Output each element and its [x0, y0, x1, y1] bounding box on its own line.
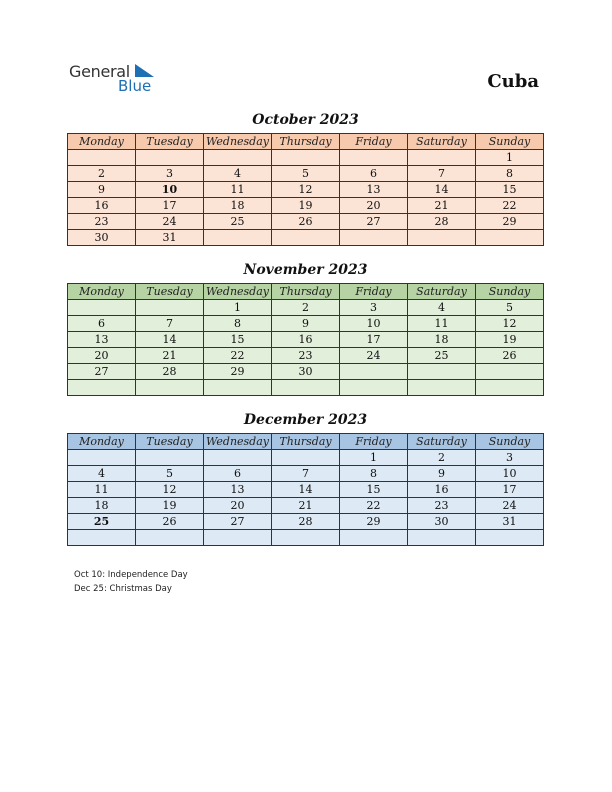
day-cell: 8: [340, 466, 408, 482]
day-cell: 19: [272, 198, 340, 214]
brand-line-2: Blue: [118, 77, 152, 95]
weekday-header-row: [68, 434, 544, 450]
day-cell: 4: [68, 466, 136, 482]
day-cell: 6: [340, 166, 408, 182]
day-cell: 20: [68, 348, 136, 364]
day-cell: [68, 380, 136, 396]
day-cell: 23: [408, 498, 476, 514]
day-cell: 11: [68, 482, 136, 498]
weekday-header: Friday: [340, 134, 408, 150]
country-title: Cuba: [487, 71, 539, 92]
day-cell: 12: [476, 316, 544, 332]
day-cell: 28: [272, 514, 340, 530]
day-cell: [272, 380, 340, 396]
week-row: [68, 214, 544, 230]
day-cell: [68, 300, 136, 316]
day-cell: 1: [476, 150, 544, 166]
day-cell: 2: [68, 166, 136, 182]
day-cell: [68, 450, 136, 466]
day-cell: [272, 230, 340, 246]
day-cell: 30: [408, 514, 476, 530]
day-cell: 20: [340, 198, 408, 214]
week-row: [68, 380, 544, 396]
day-cell: [408, 150, 476, 166]
day-cell: 1: [340, 450, 408, 466]
day-cell: 12: [272, 182, 340, 198]
day-cell: 24: [136, 214, 204, 230]
day-cell: [136, 300, 204, 316]
holiday-notes: [74, 568, 188, 596]
weekday-header: Sunday: [476, 434, 544, 450]
week-row: [68, 498, 544, 514]
weekday-header: Tuesday: [136, 434, 204, 450]
day-cell: 18: [204, 198, 272, 214]
day-cell: 31: [136, 230, 204, 246]
week-row: [68, 332, 544, 348]
week-row: [68, 316, 544, 332]
day-cell: 16: [68, 198, 136, 214]
day-cell: 17: [476, 482, 544, 498]
month-title-october: October 2023: [252, 112, 359, 128]
day-cell: 9: [408, 466, 476, 482]
day-cell: [272, 530, 340, 546]
week-row: [68, 166, 544, 182]
day-cell: 11: [204, 182, 272, 198]
day-cell: 27: [68, 364, 136, 380]
week-row: [68, 150, 544, 166]
day-cell: 24: [340, 348, 408, 364]
brand-line-1: General: [69, 62, 130, 81]
weekday-header: Friday: [340, 284, 408, 300]
weekday-header: Thursday: [272, 434, 340, 450]
week-row: [68, 514, 544, 530]
weekday-header: Thursday: [272, 134, 340, 150]
holiday-day-cell: 10: [136, 182, 204, 198]
weekday-header: Wednesday: [204, 434, 272, 450]
day-cell: 29: [476, 214, 544, 230]
day-cell: 3: [136, 166, 204, 182]
day-cell: 24: [476, 498, 544, 514]
day-cell: 15: [340, 482, 408, 498]
day-cell: [340, 150, 408, 166]
day-cell: 9: [68, 182, 136, 198]
month-title-november: November 2023: [243, 262, 368, 278]
day-cell: 17: [136, 198, 204, 214]
day-cell: [340, 530, 408, 546]
day-cell: [136, 530, 204, 546]
day-cell: [272, 150, 340, 166]
week-row: [68, 530, 544, 546]
day-cell: 18: [408, 332, 476, 348]
holiday-day-cell: 25: [68, 514, 136, 530]
day-cell: 23: [272, 348, 340, 364]
day-cell: 28: [408, 214, 476, 230]
holiday-note: Dec 25: Christmas Day: [74, 584, 172, 594]
weekday-header: Saturday: [408, 434, 476, 450]
day-cell: 17: [340, 332, 408, 348]
day-cell: 7: [136, 316, 204, 332]
day-cell: [204, 450, 272, 466]
day-cell: [68, 530, 136, 546]
day-cell: [340, 230, 408, 246]
day-cell: [204, 530, 272, 546]
week-row: [68, 482, 544, 498]
day-cell: 26: [272, 214, 340, 230]
weekday-header: Monday: [68, 134, 136, 150]
day-cell: 6: [68, 316, 136, 332]
day-cell: [136, 450, 204, 466]
day-cell: [136, 150, 204, 166]
week-row: [68, 182, 544, 198]
day-cell: 14: [408, 182, 476, 198]
day-cell: 21: [408, 198, 476, 214]
day-cell: 25: [408, 348, 476, 364]
day-cell: [204, 230, 272, 246]
day-cell: 15: [204, 332, 272, 348]
day-cell: 2: [408, 450, 476, 466]
weekday-header: Friday: [340, 434, 408, 450]
day-cell: 19: [476, 332, 544, 348]
day-cell: 8: [204, 316, 272, 332]
week-row: [68, 364, 544, 380]
calendar-november: [67, 283, 544, 396]
day-cell: 27: [204, 514, 272, 530]
day-cell: 1: [204, 300, 272, 316]
day-cell: 27: [340, 214, 408, 230]
day-cell: 30: [272, 364, 340, 380]
day-cell: 14: [136, 332, 204, 348]
day-cell: 28: [136, 364, 204, 380]
weekday-header: Tuesday: [136, 134, 204, 150]
calendar-october: [67, 133, 544, 246]
weekday-header-row: [68, 284, 544, 300]
day-cell: 31: [476, 514, 544, 530]
brand-logo: [69, 62, 169, 96]
weekday-header: Wednesday: [204, 284, 272, 300]
weekday-header: Sunday: [476, 134, 544, 150]
day-cell: 19: [136, 498, 204, 514]
day-cell: 16: [272, 332, 340, 348]
day-cell: 10: [476, 466, 544, 482]
day-cell: 26: [476, 348, 544, 364]
day-cell: [136, 380, 204, 396]
day-cell: 5: [136, 466, 204, 482]
week-row: [68, 348, 544, 364]
day-cell: [340, 380, 408, 396]
week-row: [68, 230, 544, 246]
day-cell: 6: [204, 466, 272, 482]
day-cell: 2: [272, 300, 340, 316]
day-cell: 22: [476, 198, 544, 214]
day-cell: [204, 150, 272, 166]
week-row: [68, 450, 544, 466]
weekday-header-row: [68, 134, 544, 150]
weekday-header: Monday: [68, 434, 136, 450]
day-cell: 5: [476, 300, 544, 316]
week-row: [68, 198, 544, 214]
day-cell: [68, 150, 136, 166]
day-cell: [408, 380, 476, 396]
day-cell: 11: [408, 316, 476, 332]
day-cell: 7: [408, 166, 476, 182]
day-cell: [476, 364, 544, 380]
day-cell: [272, 450, 340, 466]
weekday-header: Saturday: [408, 134, 476, 150]
day-cell: 30: [68, 230, 136, 246]
day-cell: 22: [340, 498, 408, 514]
day-cell: 4: [204, 166, 272, 182]
day-cell: 10: [340, 316, 408, 332]
day-cell: [476, 230, 544, 246]
week-row: [68, 466, 544, 482]
day-cell: 16: [408, 482, 476, 498]
day-cell: 3: [340, 300, 408, 316]
day-cell: 25: [204, 214, 272, 230]
day-cell: 13: [68, 332, 136, 348]
weekday-header: Wednesday: [204, 134, 272, 150]
day-cell: 21: [272, 498, 340, 514]
weekday-header: Saturday: [408, 284, 476, 300]
day-cell: 4: [408, 300, 476, 316]
day-cell: 26: [136, 514, 204, 530]
day-cell: 13: [340, 182, 408, 198]
holiday-note: Oct 10: Independence Day: [74, 570, 188, 580]
triangle-flag-icon: [135, 64, 155, 78]
day-cell: [476, 530, 544, 546]
day-cell: [476, 380, 544, 396]
day-cell: 8: [476, 166, 544, 182]
weekday-header: Thursday: [272, 284, 340, 300]
day-cell: 7: [272, 466, 340, 482]
weekday-header: Sunday: [476, 284, 544, 300]
day-cell: [204, 380, 272, 396]
weekday-header: Tuesday: [136, 284, 204, 300]
day-cell: 3: [476, 450, 544, 466]
day-cell: 13: [204, 482, 272, 498]
day-cell: 14: [272, 482, 340, 498]
day-cell: 18: [68, 498, 136, 514]
day-cell: 21: [136, 348, 204, 364]
day-cell: 12: [136, 482, 204, 498]
weekday-header: Monday: [68, 284, 136, 300]
day-cell: 22: [204, 348, 272, 364]
day-cell: [408, 530, 476, 546]
day-cell: 29: [204, 364, 272, 380]
day-cell: [340, 364, 408, 380]
calendar-december: [67, 433, 544, 546]
day-cell: [408, 230, 476, 246]
month-title-december: December 2023: [243, 412, 368, 428]
day-cell: 15: [476, 182, 544, 198]
day-cell: 5: [272, 166, 340, 182]
day-cell: 9: [272, 316, 340, 332]
day-cell: 20: [204, 498, 272, 514]
week-row: [68, 300, 544, 316]
day-cell: [408, 364, 476, 380]
day-cell: 29: [340, 514, 408, 530]
day-cell: 23: [68, 214, 136, 230]
